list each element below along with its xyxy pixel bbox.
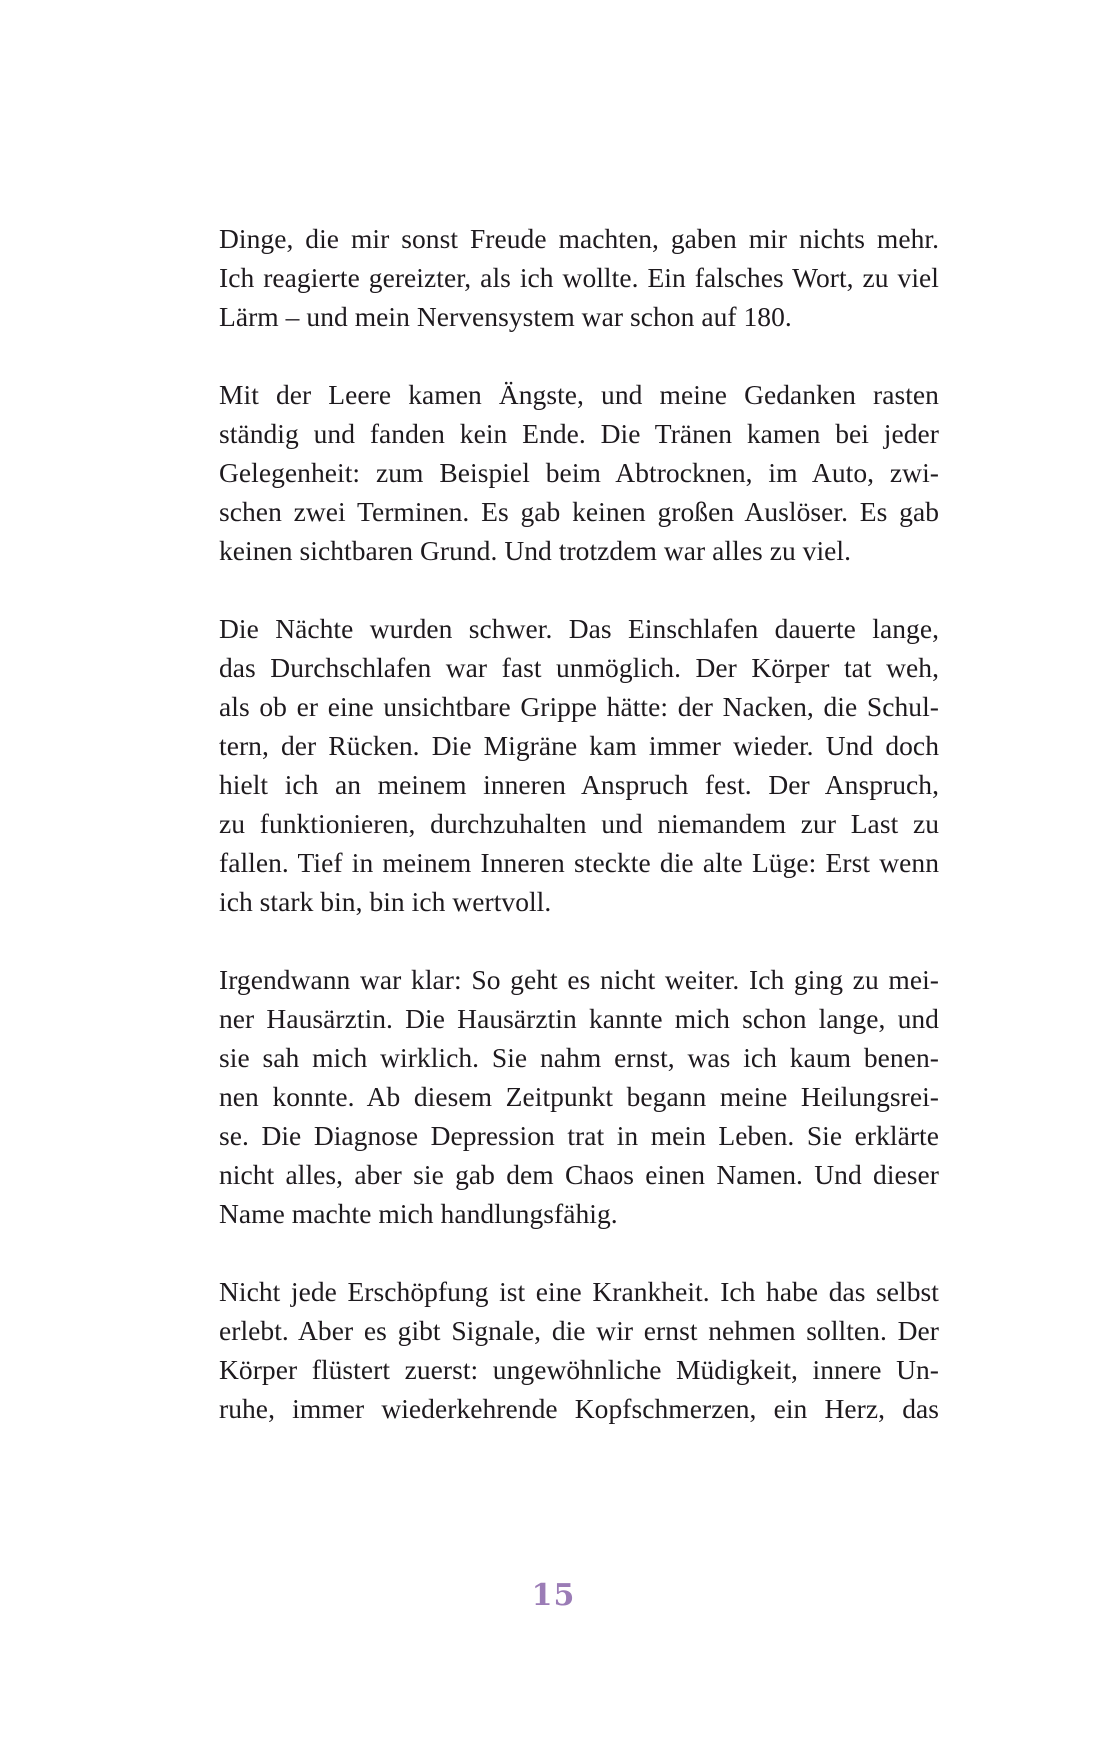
text-line: Dinge, die mir sonst Freude machten, gaben mir nichts mehr. [219, 223, 939, 254]
text-line: Irgendwann war klar: So geht es nicht weiter. Ich ging zu mei- [219, 964, 939, 995]
text-line: nicht alles, aber sie gab dem Chaos einen Namen. Und dieser [219, 1159, 939, 1190]
paragraph [219, 609, 939, 921]
text-line: als ob er eine unsichtbare Grippe hätte: der Nacken, die Schul- [219, 691, 939, 722]
text-line: tern, der Rücken. Die Migräne kam immer wieder. Und doch [219, 730, 939, 761]
text-line: se. Die Diagnose Depression trat in mein Leben. Sie erklärte [219, 1120, 939, 1151]
paragraph [219, 375, 939, 570]
text-line: ich stark bin, bin ich wertvoll. [219, 886, 552, 917]
paragraph [219, 1272, 939, 1428]
text-line: Mit der Leere kamen Ängste, und meine Gedanken rasten [219, 379, 939, 410]
paragraph [219, 960, 939, 1233]
text-line: Name machte mich handlungsfähig. [219, 1198, 618, 1229]
text-line: Lärm – und mein Nervensystem war schon auf 180. [219, 301, 792, 332]
body-text [219, 219, 939, 1467]
text-line: Die Nächte wurden schwer. Das Einschlafen dauerte lange, [219, 613, 939, 644]
text-line: das Durchschlafen war fast unmöglich. Der Körper tat weh, [219, 652, 939, 683]
text-line: ruhe, immer wiederkehrende Kopfschmerzen, ein Herz, das [219, 1393, 939, 1424]
text-line: Gelegenheit: zum Beispiel beim Abtrocknen, im Auto, zwi- [219, 457, 939, 488]
text-line: fallen. Tief in meinem Inneren steckte die alte Lüge: Erst wenn [219, 847, 939, 878]
text-line: Ich reagierte gereizter, als ich wollte. Ein falsches Wort, zu viel [219, 262, 939, 293]
text-line: hielt ich an meinem inneren Anspruch fest. Der Anspruch, [219, 769, 939, 800]
text-line: erlebt. Aber es gibt Signale, die wir ernst nehmen sollten. Der [219, 1315, 939, 1346]
text-line: Körper flüstert zuerst: ungewöhnliche Müdigkeit, innere Un- [219, 1354, 939, 1385]
text-line: sie sah mich wirklich. Sie nahm ernst, was ich kaum benen- [219, 1042, 939, 1073]
page-number: 15 [531, 1578, 576, 1613]
text-line: nen konnte. Ab diesem Zeitpunkt begann meine Heilungsrei- [219, 1081, 939, 1112]
text-line: zu funktionieren, durchzuhalten und niemandem zur Last zu [219, 808, 939, 839]
paragraph [219, 219, 939, 336]
text-line: schen zwei Terminen. Es gab keinen großen Auslöser. Es gab [219, 496, 939, 527]
text-line: ner Hausärztin. Die Hausärztin kannte mich schon lange, und [219, 1003, 939, 1034]
text-line: keinen sichtbaren Grund. Und trotzdem war alles zu viel. [219, 535, 852, 566]
text-line: Nicht jede Erschöpfung ist eine Krankheit. Ich habe das selbst [219, 1276, 939, 1307]
text-line: ständig und fanden kein Ende. Die Tränen kamen bei jeder [219, 418, 939, 449]
